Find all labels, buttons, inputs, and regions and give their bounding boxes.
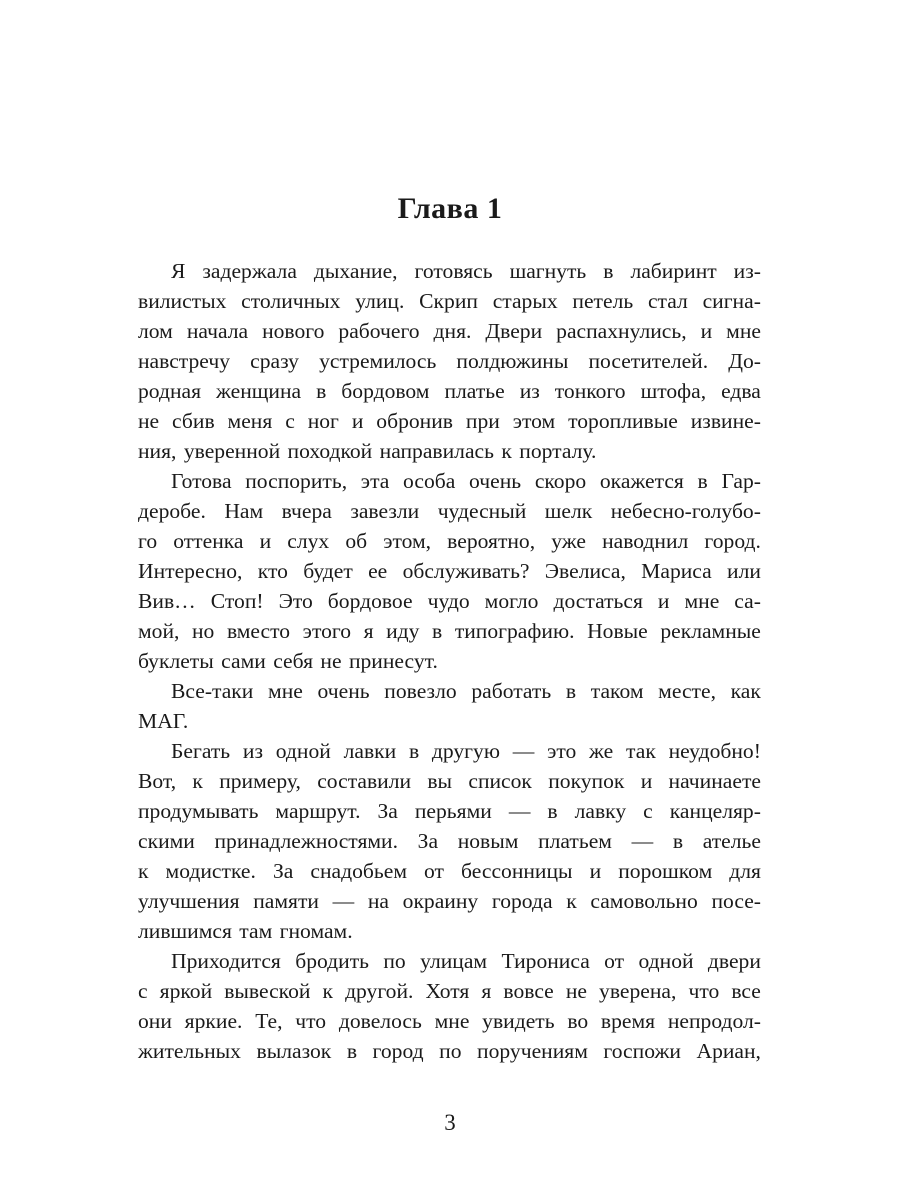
- text-line: Интересно, кто будет ее обслуживать? Эвелиса, Мариса или: [138, 559, 761, 583]
- text-line: улучшения памяти — на окраину города к самовольно посе-: [138, 889, 761, 913]
- text-line: Вот, к примеру, составили вы список покупок и начинаете: [138, 769, 761, 793]
- text-line: Все-таки мне очень повезло работать в таком месте, как: [171, 679, 761, 703]
- chapter-body-text: [138, 256, 761, 1066]
- chapter-title: Глава 1: [397, 192, 503, 225]
- text-line: буклеты сами себя не принесут.: [138, 649, 438, 673]
- text-line: к модистке. За снадобьем от бессонницы и порошком для: [138, 859, 761, 883]
- text-line: Приходится бродить по улицам Тирониса от одной двери: [171, 949, 761, 973]
- text-line: родная женщина в бордовом платье из тонкого штофа, едва: [138, 379, 761, 403]
- text-line: они яркие. Те, что довелось мне увидеть во время непродол-: [138, 1009, 761, 1033]
- text-line: МАГ.: [138, 709, 189, 733]
- text-line: лившимся там гномам.: [138, 919, 353, 943]
- text-line: Вив… Стоп! Это бордовое чудо могло достаться и мне са-: [138, 589, 761, 613]
- text-line: го оттенка и слух об этом, вероятно, уже наводнил город.: [138, 529, 761, 553]
- text-line: скими принадлежностями. За новым платьем — в ателье: [138, 829, 761, 853]
- text-line: мой, но вместо этого я иду в типографию. Новые рекламные: [138, 619, 761, 643]
- text-line: Я задержала дыхание, готовясь шагнуть в лабиринт из-: [171, 259, 761, 283]
- text-line: не сбив меня с ног и обронив при этом торопливые извине-: [138, 409, 761, 433]
- text-line: с яркой вывеской к другой. Хотя я вовсе не уверена, что все: [138, 979, 761, 1003]
- text-line: ния, уверенной походкой направилась к порталу.: [138, 439, 597, 463]
- text-line: Бегать из одной лавки в другую — это же так неудобно!: [171, 739, 761, 763]
- text-line: навстречу сразу устремилось полдюжины посетителей. До-: [138, 349, 761, 373]
- page-number: 3: [444, 1110, 456, 1135]
- text-line: деробе. Нам вчера завезли чудесный шелк небесно-голубо-: [138, 499, 761, 523]
- text-line: Готова поспорить, эта особа очень скоро окажется в Гар-: [171, 469, 761, 493]
- text-line: лом начала нового рабочего дня. Двери распахнулись, и мне: [138, 319, 761, 343]
- text-line: вилистых столичных улиц. Скрип старых петель стал сигна-: [138, 289, 761, 313]
- text-line: жительных вылазок в город по поручениям госпожи Ариан,: [138, 1039, 761, 1063]
- text-line: продумывать маршрут. За перьями — в лавку с канцеляр-: [138, 799, 761, 823]
